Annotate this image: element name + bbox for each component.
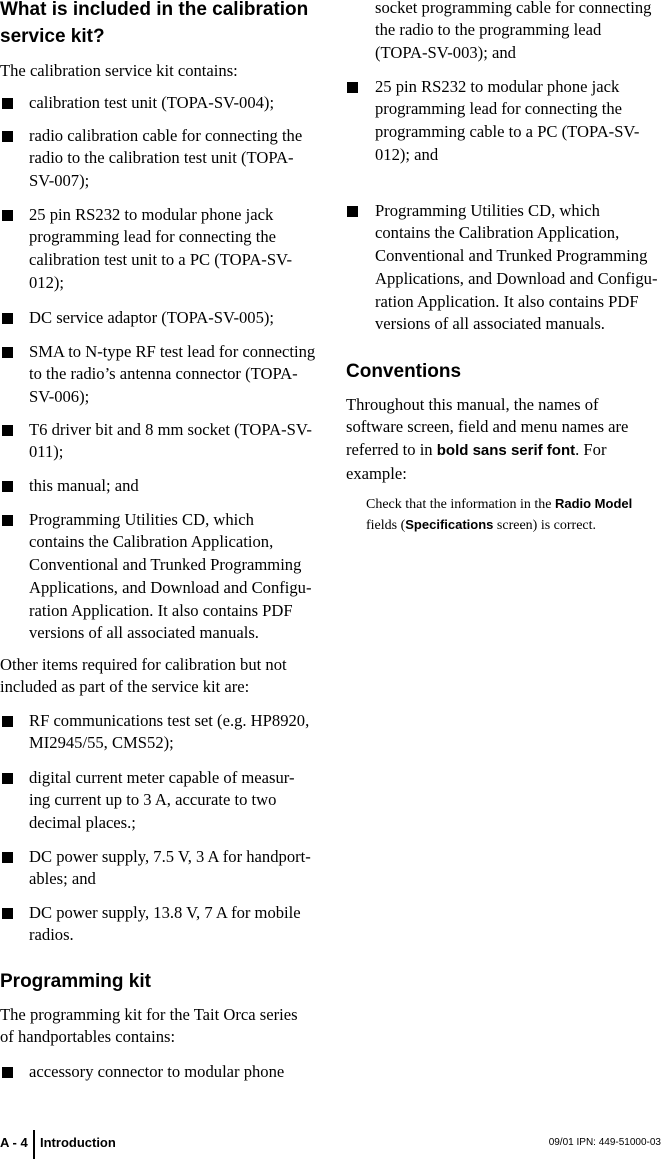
- section-heading: [0, 968, 330, 995]
- text-line: 011);: [29, 442, 64, 462]
- text-segment: screen) is correct.: [493, 518, 597, 533]
- text-segment: . For: [575, 440, 607, 460]
- page-number: A - 4: [0, 1135, 28, 1150]
- section-name: Introduction: [40, 1135, 116, 1150]
- text-line: example:: [346, 463, 407, 483]
- text-line: SMA to N-type RF test lead for connecting: [29, 341, 316, 361]
- text-line: programming cable to a PC (TOPA-SV-: [375, 122, 640, 142]
- text-line: 012); and: [375, 144, 439, 164]
- bold-sans-text: Specifications: [405, 517, 494, 532]
- text-line: programming lead for connecting the: [29, 227, 276, 247]
- section-heading: [0, 0, 330, 50]
- text-line: the radio to the programming lead: [375, 20, 602, 40]
- text-line: DC power supply, 7.5 V, 3 A for handport-: [29, 846, 311, 866]
- list-item: [0, 92, 330, 115]
- bold-sans-text: Radio Model: [554, 496, 633, 511]
- bold-sans-text: bold sans serif font: [436, 442, 576, 460]
- footer-divider: [33, 1130, 35, 1159]
- text-line: (TOPA-SV-003); and: [375, 43, 516, 63]
- text-line: Conventional and Trunked Programming: [29, 555, 302, 575]
- list-item: [0, 204, 330, 295]
- list-item: [0, 846, 330, 892]
- square-bullet-icon: [2, 481, 13, 492]
- text-line: ing current up to 3 A, accurate to two: [29, 790, 277, 810]
- square-bullet-icon: [2, 313, 13, 324]
- list-item: [0, 475, 330, 498]
- paragraph: [0, 1004, 330, 1050]
- text-line: versions of all associated manuals.: [375, 314, 605, 334]
- text-line: RF communications test set (e.g. HP8920,: [29, 710, 310, 730]
- text-line: Programming Utilities CD, which: [375, 200, 600, 220]
- text-line: ration Application. It also contains PDF: [375, 291, 639, 311]
- text-line: Conventional and Trunked Programming: [375, 246, 648, 266]
- text-line: T6 driver bit and 8 mm socket (TOPA-SV-: [29, 419, 312, 439]
- text-line: 25 pin RS232 to modular phone jack: [375, 76, 620, 96]
- text-line: digital current meter capable of measur-: [29, 767, 295, 787]
- paragraph: [346, 394, 662, 486]
- list-item: [0, 767, 330, 835]
- text-line: DC power supply, 13.8 V, 7 A for mobile: [29, 902, 301, 922]
- text-line: to the radio’s antenna connector (TOPA-: [29, 364, 298, 384]
- list-item: [0, 419, 330, 465]
- text-line: Programming Utilities CD, which: [29, 509, 254, 529]
- text-line: accessory connector to modular phone: [29, 1061, 285, 1081]
- text-line: included as part of the service kit are:: [0, 677, 250, 697]
- left-column: [0, 0, 330, 1125]
- text-line: radios.: [29, 925, 74, 945]
- text-line: versions of all associated manuals.: [29, 623, 259, 643]
- square-bullet-icon: [347, 82, 358, 93]
- list-item: [0, 509, 330, 646]
- text-line: of handportables contains:: [0, 1027, 176, 1047]
- text-line: [346, 439, 662, 463]
- heading-line: service kit?: [0, 26, 105, 47]
- list-item: [0, 341, 330, 409]
- square-bullet-icon: [2, 210, 13, 221]
- list-item: [0, 710, 330, 756]
- paragraph: [0, 60, 330, 83]
- text-line: 012);: [29, 272, 65, 292]
- text-line: ration Application. It also contains PDF: [29, 600, 293, 620]
- square-bullet-icon: [2, 98, 13, 109]
- text-line: Applications, and Download and Configu-: [375, 268, 658, 288]
- square-bullet-icon: [2, 347, 13, 358]
- heading-line: What is included in the calibration: [0, 0, 309, 20]
- text-line: calibration test unit to a PC (TOPA-SV-: [29, 250, 293, 270]
- paragraph: [0, 654, 330, 700]
- text-line: The programming kit for the Tait Orca series: [0, 1004, 298, 1024]
- text-line: Throughout this manual, the names of: [346, 394, 599, 414]
- text-line: software screen, field and menu names are: [346, 417, 629, 437]
- text-line: socket programming cable for connecting: [375, 0, 652, 17]
- text-line: The calibration service kit contains:: [0, 60, 238, 80]
- text-line: this manual; and: [29, 475, 139, 495]
- square-bullet-icon: [2, 425, 13, 436]
- text-line: Applications, and Download and Configu-: [29, 577, 312, 597]
- list-item: [0, 1061, 330, 1084]
- list-item: [0, 902, 330, 948]
- list-item: [346, 76, 662, 167]
- text-line: programming lead for connecting the: [375, 99, 622, 119]
- list-item: [0, 125, 330, 193]
- text-segment: Check that the information in the: [366, 497, 555, 512]
- list-item: [0, 307, 330, 330]
- text-line: SV-006);: [29, 387, 90, 407]
- list-item-continued: [346, 0, 662, 65]
- text-line: calibration test unit (TOPA-SV-004);: [29, 92, 275, 112]
- text-line: [346, 515, 662, 536]
- text-line: radio calibration cable for connecting the: [29, 125, 303, 145]
- text-line: ables; and: [29, 869, 96, 889]
- square-bullet-icon: [2, 1067, 13, 1078]
- text-line: SV-007);: [29, 171, 90, 191]
- text-segment: referred to in: [346, 440, 437, 460]
- text-line: contains the Calibration Application,: [375, 223, 620, 243]
- square-bullet-icon: [2, 852, 13, 863]
- square-bullet-icon: [2, 716, 13, 727]
- text-line: decimal places.;: [29, 813, 136, 833]
- square-bullet-icon: [2, 131, 13, 142]
- square-bullet-icon: [2, 908, 13, 919]
- list-item: [346, 200, 662, 337]
- text-line: radio to the calibration test unit (TOPA-: [29, 148, 294, 168]
- text-segment: fields (: [366, 518, 406, 533]
- square-bullet-icon: [2, 515, 13, 526]
- text-line: 25 pin RS232 to modular phone jack: [29, 204, 274, 224]
- text-line: DC service adaptor (TOPA-SV-005);: [29, 307, 275, 327]
- text-line: Other items required for calibration but not: [0, 654, 287, 674]
- heading-line: Programming kit: [0, 970, 151, 992]
- text-line: MI2945/55, CMS52);: [29, 733, 174, 753]
- section-heading: [346, 358, 662, 385]
- text-line: contains the Calibration Application,: [29, 532, 274, 552]
- square-bullet-icon: [347, 206, 358, 217]
- example-text: [346, 494, 662, 536]
- square-bullet-icon: [2, 773, 13, 784]
- right-column: [346, 0, 662, 1125]
- heading-line: Conventions: [346, 360, 462, 382]
- document-info: 09/01 IPN: 449-51000-03: [548, 1137, 661, 1148]
- text-line: [346, 494, 662, 515]
